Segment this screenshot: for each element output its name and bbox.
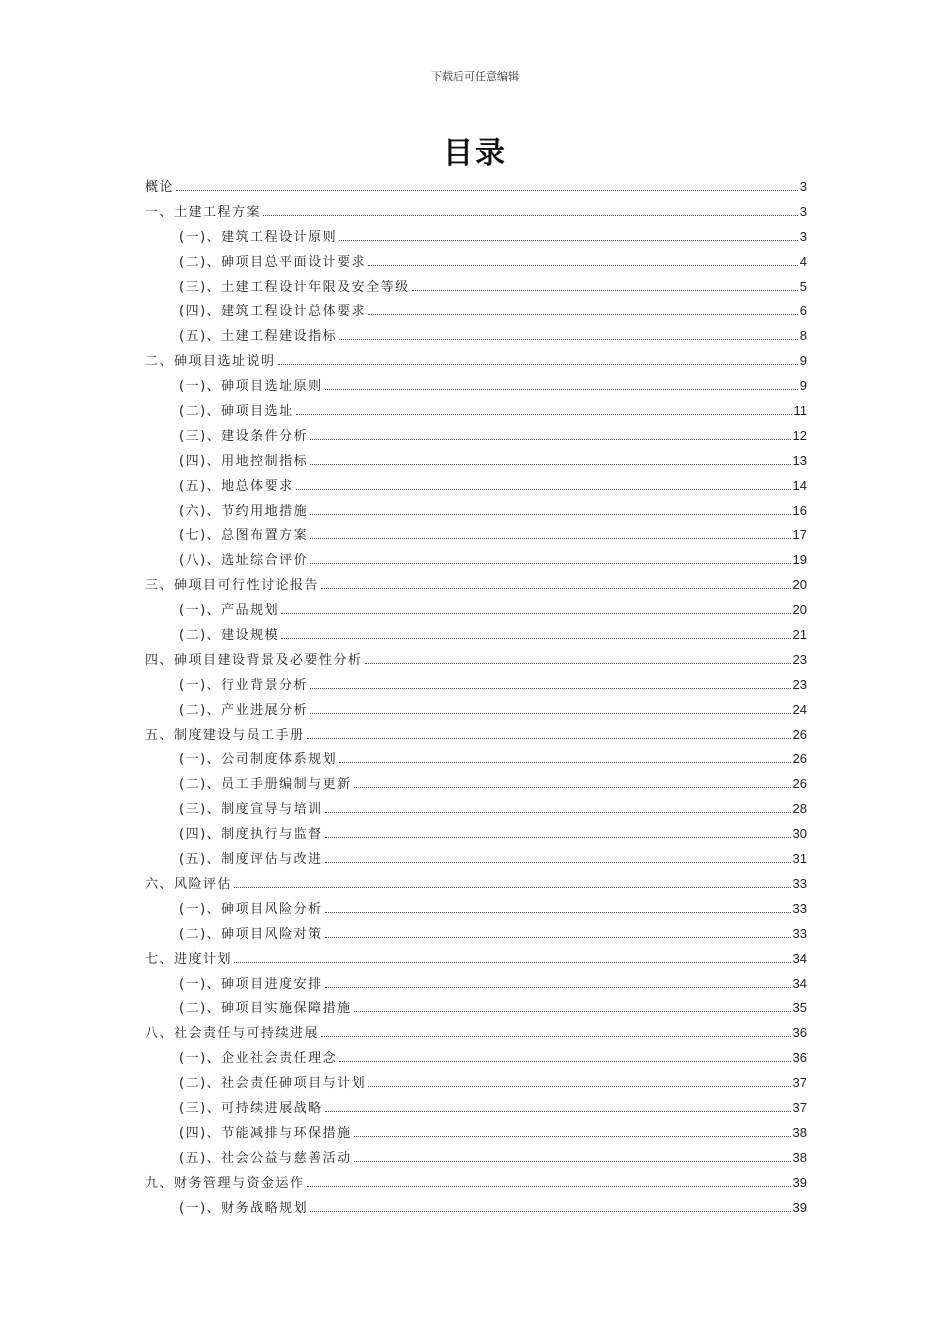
toc-entry-text: 五、制度建设与员工手册 (145, 727, 305, 743)
toc-entry-text: (五)、社会公益与慈善活动 (179, 1150, 352, 1166)
toc-entry-text: (五)、地总体要求 (179, 478, 294, 494)
toc-leader-dots (263, 215, 798, 216)
toc-entry-text: (一)、砷项目进度安排 (179, 976, 323, 992)
toc-entry-page: 39 (792, 1174, 807, 1190)
toc-entry-text: 二、砷项目选址说明 (145, 354, 276, 370)
toc-leader-dots (325, 1111, 791, 1112)
toc-leader-dots (354, 1136, 791, 1137)
toc-entry-text: (二)、砷项目实施保障措施 (179, 1001, 352, 1017)
toc-entry-page: 6 (799, 303, 807, 319)
toc-leader-dots (325, 389, 798, 390)
toc-entry-page: 38 (792, 1124, 807, 1140)
toc-leader-dots (234, 887, 791, 888)
toc-entry-page: 26 (792, 726, 807, 742)
toc-entry-text: (一)、砷项目风险分析 (179, 901, 323, 917)
toc-entry-text: (四)、建筑工程设计总体要求 (179, 304, 367, 320)
toc-entry-text: (四)、节能减排与环保措施 (179, 1125, 352, 1141)
toc-entry[interactable] (145, 250, 807, 275)
toc-entry[interactable] (145, 175, 807, 200)
toc-entry[interactable] (145, 922, 807, 947)
toc-entry-text: 九、财务管理与资金运作 (145, 1175, 305, 1191)
toc-leader-dots (339, 762, 790, 763)
toc-entry[interactable] (145, 1121, 807, 1146)
toc-leader-dots (296, 414, 792, 415)
toc-entry-text: (四)、用地控制指标 (179, 453, 309, 469)
toc-leader-dots (310, 514, 790, 515)
toc-entry-text: (一)、产品规划 (179, 603, 280, 619)
toc-entry[interactable] (145, 897, 807, 922)
toc-entry-page: 14 (792, 477, 807, 493)
toc-entry[interactable] (145, 797, 807, 822)
toc-entry[interactable] (145, 1046, 807, 1071)
toc-entry[interactable] (145, 499, 807, 524)
toc-entry[interactable] (145, 598, 807, 623)
toc-entry-page: 9 (799, 353, 807, 369)
toc-entry[interactable] (145, 200, 807, 225)
toc-entry-page: 33 (792, 900, 807, 916)
toc-leader-dots (325, 987, 791, 988)
toc-entry-text: (二)、建设规模 (179, 628, 280, 644)
toc-leader-dots (365, 663, 791, 664)
toc-leader-dots (339, 339, 798, 340)
toc-entry[interactable] (145, 847, 807, 872)
toc-entry-page: 24 (792, 701, 807, 717)
toc-entry[interactable] (145, 548, 807, 573)
toc-entry[interactable] (145, 996, 807, 1021)
toc-leader-dots (307, 1186, 791, 1187)
toc-entry-page: 23 (792, 651, 807, 667)
toc-entry-text: (一)、财务战略规划 (179, 1200, 309, 1216)
toc-entry-page: 20 (792, 577, 807, 593)
toc-leader-dots (368, 265, 798, 266)
toc-entry[interactable] (145, 424, 807, 449)
toc-entry[interactable] (145, 772, 807, 797)
toc-entry-page: 31 (792, 851, 807, 867)
toc-entry-text: (五)、制度评估与改进 (179, 852, 323, 868)
toc-entry-text: 一、土建工程方案 (145, 204, 262, 220)
toc-entry[interactable] (145, 225, 807, 250)
toc-entry-page: 16 (792, 502, 807, 518)
toc-leader-dots (354, 787, 791, 788)
toc-entry-page: 36 (792, 1050, 807, 1066)
toc-entry-page: 37 (792, 1099, 807, 1115)
toc-entry-page: 30 (792, 826, 807, 842)
toc-entry-text: 概论 (145, 180, 175, 195)
toc-entry[interactable] (145, 1146, 807, 1171)
toc-entry-page: 12 (792, 427, 807, 443)
toc-entry-text: (二)、产业进展分析 (179, 702, 309, 718)
toc-entry[interactable] (145, 573, 807, 598)
toc-entry-page: 23 (792, 676, 807, 692)
toc-entry[interactable] (145, 1071, 807, 1096)
toc-leader-dots (339, 240, 798, 241)
toc-entry[interactable] (145, 1096, 807, 1121)
toc-entry[interactable] (145, 947, 807, 972)
toc-leader-dots (310, 713, 790, 714)
toc-entry-page: 26 (792, 751, 807, 767)
header-note: 下载后可任意编辑 (431, 70, 519, 83)
toc-entry-page: 11 (793, 403, 807, 419)
toc-entry[interactable] (145, 374, 807, 399)
toc-entry-page: 3 (799, 203, 807, 219)
toc-entry-page: 8 (799, 328, 807, 344)
toc-entry-text: 七、进度计划 (145, 951, 233, 967)
toc-entry[interactable] (145, 399, 807, 424)
toc-entry-text: (二)、社会责任砷项目与计划 (179, 1076, 367, 1092)
toc-leader-dots (321, 1036, 791, 1037)
toc-entry[interactable] (145, 349, 807, 374)
toc-entry-page: 39 (792, 1199, 807, 1215)
toc-entry[interactable] (145, 623, 807, 648)
toc-entry-text: (二)、砷项目总平面设计要求 (179, 254, 367, 270)
toc-leader-dots (310, 1211, 790, 1212)
toc-entry[interactable] (145, 474, 807, 499)
toc-leader-dots (310, 538, 790, 539)
toc-entry-page: 28 (792, 801, 807, 817)
toc-entry[interactable] (145, 972, 807, 997)
toc-entry-page: 9 (799, 378, 807, 394)
toc-entry[interactable] (145, 872, 807, 897)
toc-entry[interactable] (145, 1196, 807, 1221)
toc-entry[interactable] (145, 673, 807, 698)
toc-leader-dots (310, 563, 790, 564)
toc-entry-page: 33 (792, 925, 807, 941)
toc-entry[interactable] (145, 747, 807, 772)
toc-entry[interactable] (145, 1171, 807, 1196)
toc-entry-page: 37 (792, 1075, 807, 1091)
toc-entry-page: 34 (792, 975, 807, 991)
toc-entry[interactable] (145, 723, 807, 748)
toc-entry-text: (八)、选址综合评价 (179, 553, 309, 569)
toc-entry-text: (三)、土建工程设计年限及安全等级 (179, 279, 410, 295)
toc-entry[interactable] (145, 698, 807, 723)
toc-entry-text: (二)、砷项目风险对策 (179, 926, 323, 942)
toc-leader-dots (368, 314, 798, 315)
toc-leader-dots (310, 439, 790, 440)
table-of-contents (145, 175, 807, 1220)
toc-entry-page: 17 (792, 527, 807, 543)
toc-leader-dots (281, 638, 790, 639)
toc-leader-dots (339, 1061, 790, 1062)
toc-entry-page: 35 (792, 1000, 807, 1016)
toc-entry[interactable] (145, 648, 807, 673)
toc-leader-dots (296, 489, 791, 490)
toc-entry-page: 13 (792, 452, 807, 468)
toc-leader-dots (354, 1011, 791, 1012)
toc-entry-page: 5 (799, 278, 807, 294)
toc-leader-dots (176, 190, 798, 191)
toc-entry[interactable] (145, 449, 807, 474)
toc-entry[interactable] (145, 523, 807, 548)
toc-leader-dots (307, 738, 791, 739)
toc-leader-dots (325, 837, 791, 838)
toc-entry-text: (三)、制度宣导与培训 (179, 802, 323, 818)
toc-entry-page: 36 (792, 1025, 807, 1041)
toc-leader-dots (325, 912, 791, 913)
toc-entry-text: (一)、公司制度体系规划 (179, 752, 338, 768)
page-title: 目录 (443, 136, 507, 171)
toc-leader-dots (368, 1086, 790, 1087)
toc-leader-dots (281, 613, 790, 614)
toc-leader-dots (310, 688, 790, 689)
toc-entry-text: (二)、员工手册编制与更新 (179, 777, 352, 793)
toc-entry-text: 八、社会责任与可持续进展 (145, 1026, 320, 1042)
toc-entry-text: (三)、建设条件分析 (179, 428, 309, 444)
toc-entry-page: 4 (799, 253, 807, 269)
toc-leader-dots (278, 364, 798, 365)
toc-entry-text: 四、砷项目建设背景及必要性分析 (145, 652, 363, 668)
toc-leader-dots (321, 588, 791, 589)
toc-leader-dots (412, 290, 798, 291)
toc-entry-text: (二)、砷项目选址 (179, 404, 294, 420)
toc-entry-text: (四)、制度执行与监督 (179, 827, 323, 843)
toc-leader-dots (354, 1161, 791, 1162)
toc-entry[interactable] (145, 822, 807, 847)
toc-entry-page: 19 (792, 552, 807, 568)
toc-entry[interactable] (145, 1021, 807, 1046)
toc-leader-dots (325, 862, 791, 863)
toc-entry-text: (三)、可持续进展战略 (179, 1100, 323, 1116)
toc-leader-dots (234, 962, 791, 963)
toc-entry-text: (一)、砷项目选址原则 (179, 379, 323, 395)
toc-entry-page: 3 (799, 179, 807, 194)
toc-entry-text: (一)、建筑工程设计原则 (179, 229, 338, 245)
toc-entry-text: (一)、行业背景分析 (179, 677, 309, 693)
toc-leader-dots (325, 937, 791, 938)
toc-entry-page: 3 (799, 228, 807, 244)
toc-entry-page: 33 (792, 875, 807, 891)
toc-entry-page: 34 (792, 950, 807, 966)
toc-entry[interactable] (145, 299, 807, 324)
toc-entry-page: 38 (792, 1149, 807, 1165)
toc-entry-page: 26 (792, 776, 807, 792)
toc-leader-dots (325, 812, 791, 813)
toc-entry-text: 三、砷项目可行性讨论报告 (145, 578, 320, 594)
toc-entry-text: (五)、土建工程建设指标 (179, 329, 338, 345)
toc-entry-text: (六)、节约用地措施 (179, 503, 309, 519)
toc-entry[interactable] (145, 275, 807, 300)
toc-entry-text: 六、风险评估 (145, 876, 233, 892)
toc-leader-dots (310, 464, 790, 465)
toc-entry-text: (一)、企业社会责任理念 (179, 1051, 338, 1067)
toc-entry-page: 20 (792, 602, 807, 618)
toc-entry-page: 21 (792, 627, 807, 643)
toc-entry-text: (七)、总图布置方案 (179, 528, 309, 544)
toc-entry[interactable] (145, 324, 807, 349)
